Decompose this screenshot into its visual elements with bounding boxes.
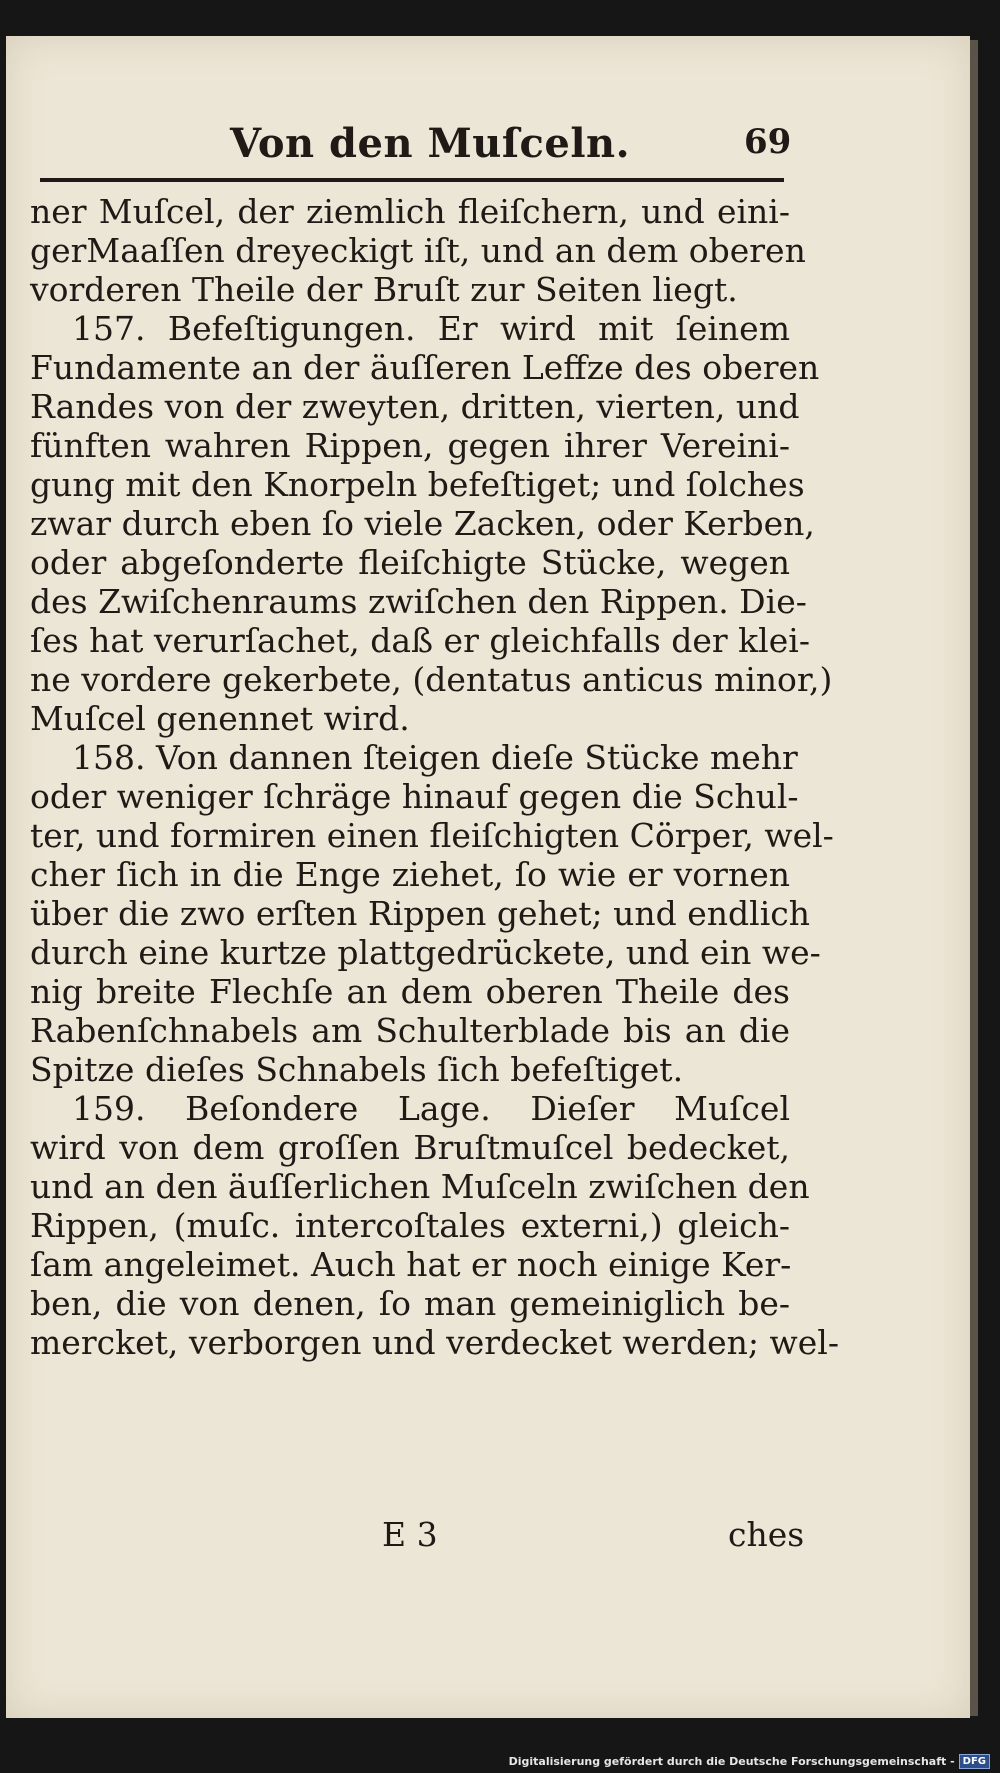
text-line: über die zwo erſten Rippen gehet; und endlich	[30, 894, 811, 933]
text-line: Muſcel genennet wird.	[30, 699, 410, 738]
signature-mark: E 3	[382, 1515, 438, 1554]
text-line: ner Muſcel, der ziemlich fleiſchern, und eini-	[30, 192, 790, 231]
text-line: des Zwiſchenraums zwiſchen den Rippen. Die-	[30, 582, 807, 621]
page-number: 69	[744, 122, 792, 162]
digitization-credit	[509, 1752, 990, 1770]
dfg-logo: DFG	[959, 1754, 990, 1769]
text-line: zwar durch eben ſo viele Zacken, oder Kerben,	[30, 504, 815, 543]
section-158-line: 158. Von dannen ſteigen dieſe Stücke mehr	[72, 738, 798, 777]
text-line: fünften wahren Rippen, gegen ihrer Vereini-	[30, 426, 790, 465]
running-title: Von den Muſceln.	[230, 120, 631, 167]
text-line: nig breite Flechſe an dem oberen Theile des	[30, 972, 790, 1011]
text-line: mercket, verborgen und verdecket werden; wel-	[30, 1323, 839, 1362]
text-line: ſam angeleimet. Auch hat er noch einige Ker-	[30, 1245, 792, 1284]
text-line: cher ſich in die Enge ziehet, ſo wie er vornen	[30, 855, 790, 894]
section-159-line: 159. Beſondere Lage. Dieſer Muſcel	[72, 1089, 790, 1128]
text-line: Rabenſchnabels am Schulterblade bis an die	[30, 1011, 790, 1050]
text-line: Randes von der zweyten, dritten, vierten, und	[30, 387, 800, 426]
text-line: gung mit den Knorpeln befeſtiget; und ſolches	[30, 465, 805, 504]
text-line: ter, und formiren einen fleiſchigten Cörper, wel-	[30, 816, 834, 855]
text-line: oder weniger ſchräge hinauf gegen die Schul-	[30, 777, 799, 816]
text-line: oder abgeſonderte fleiſchigte Stücke, wegen	[30, 543, 790, 582]
text-line: Spitze dieſes Schnabels ſich befeſtiget.	[30, 1050, 684, 1089]
header-rule	[40, 178, 784, 182]
text-line: vorderen Theile der Bruſt zur Seiten liegt.	[30, 270, 738, 309]
text-line: durch eine kurtze plattgedrückete, und ein we-	[30, 933, 821, 972]
text-line: Fundamente an der äuſſeren Leffze des oberen	[30, 348, 820, 387]
text-line: wird von dem groſſen Bruſtmuſcel bedecket,	[30, 1128, 790, 1167]
running-head	[0, 112, 1000, 172]
text-line: und an den äuſſerlichen Muſceln zwiſchen den	[30, 1167, 810, 1206]
credit-text: Digitalisierung gefördert durch die Deutsche Forschungsgemeinschaft -	[508, 1754, 955, 1768]
text-line: ben, die von denen, ſo man gemeiniglich be-	[30, 1284, 790, 1323]
text-line: ne vordere gekerbete, (dentatus anticus minor,)	[30, 660, 833, 699]
text-line: gerMaaſſen dreyeckigt iſt, und an dem oberen	[30, 231, 806, 270]
catchword: ches	[728, 1515, 805, 1554]
text-line: ſes hat verurſachet, daß er gleichfalls der klei-	[30, 621, 810, 660]
text-line: Rippen, (muſc. intercoſtales externi,) gleich-	[30, 1206, 790, 1245]
page-edge	[970, 40, 978, 1716]
section-157-line: 157. Befeſtigungen. Er wird mit ſeinem	[72, 309, 790, 348]
